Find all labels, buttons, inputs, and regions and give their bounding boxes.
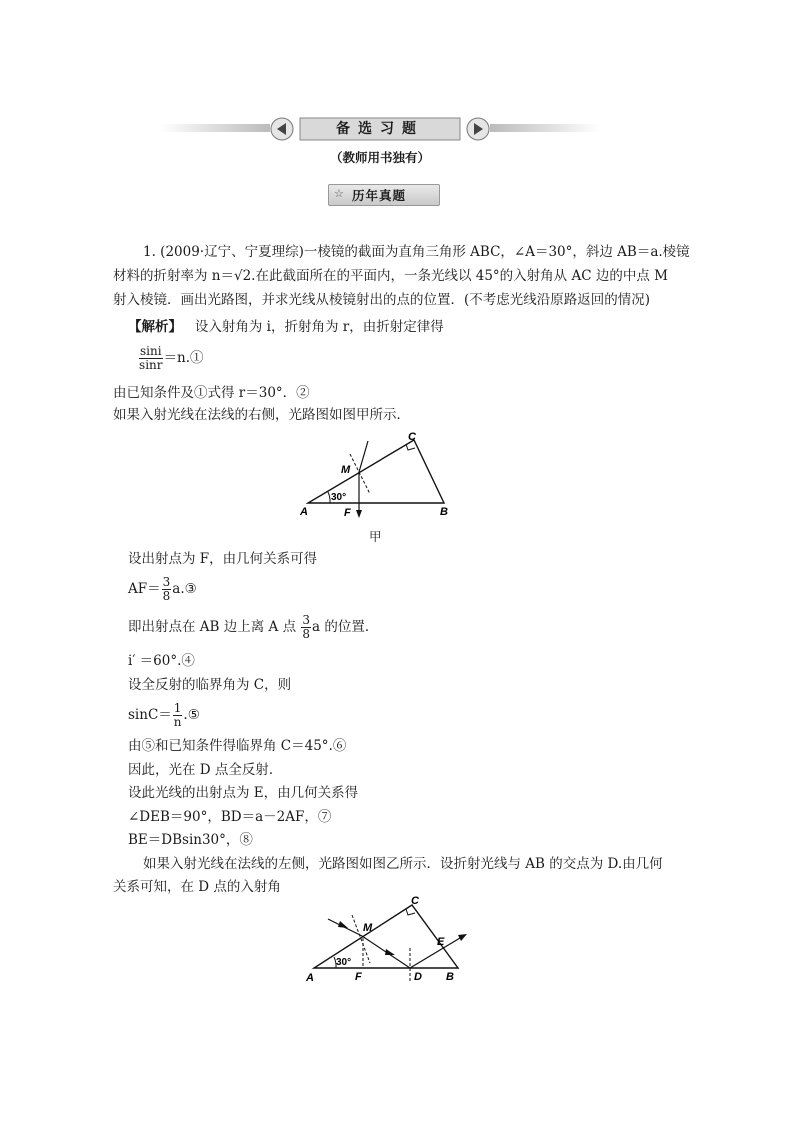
banner-title: 备选习题 bbox=[336, 121, 424, 137]
line-7: ∠DEB＝90°，BD＝a－2AF，⑦ bbox=[128, 809, 332, 825]
solution-intro: 设入射角为 i，折射角为 r，由折射定律得 bbox=[194, 319, 444, 335]
problem-line-2: 材料的折射率为 n＝√2.在此截面所在的平面内，一条光线以 45°的入射角从 AC 边的中点 M bbox=[113, 268, 668, 284]
figure-yi bbox=[300, 893, 480, 988]
star-icon: ☆ bbox=[334, 187, 344, 200]
line-F: 设出射点为 F，由几何关系可得 bbox=[128, 551, 318, 567]
line-D: 因此，光在 D 点全反射． bbox=[128, 762, 283, 778]
fig1-label-M: M bbox=[341, 464, 351, 476]
prev-arrow-icon bbox=[271, 118, 293, 140]
fig1-angle-label: 30° bbox=[331, 492, 347, 503]
line-C: 设全反射的临界角为 C，则 bbox=[128, 677, 292, 693]
fig2-label-A: A bbox=[306, 972, 314, 984]
line-E: 设此光线的出射点为 E，由几何关系得 bbox=[128, 785, 359, 801]
problem-line-3: 射入棱镜．画出光路图，并求光线从棱镜射出的点的位置．(不考虑光线沿原路返回的情况) bbox=[113, 292, 651, 308]
fig1-label-C: C bbox=[408, 431, 416, 443]
fig2-label-M: M bbox=[363, 922, 373, 934]
fig2-label-D: D bbox=[414, 971, 422, 983]
line-6: 由⑤和已知条件得临界角 C＝45°.⑥ bbox=[128, 738, 347, 754]
banner-subtitle: （教师用书独有） bbox=[329, 150, 430, 165]
equation-1: $\frac{\sin i}{\sin r}$ ＝n.① bbox=[139, 344, 204, 372]
fig2-angle-label: 30° bbox=[336, 957, 352, 968]
next-arrow-icon bbox=[467, 118, 489, 140]
fig2-label-F: F bbox=[355, 971, 362, 983]
fig1-label-B: B bbox=[440, 506, 448, 518]
fig1-label-F: F bbox=[344, 507, 351, 519]
line-r: 由已知条件及①式得 r＝30°．② bbox=[113, 385, 310, 401]
fraction-3-8: $\frac{3}{8}$ bbox=[162, 575, 171, 603]
fraction-sini-sinr: $\frac{\sin i}{\sin r}$ bbox=[139, 344, 163, 372]
line-i-prime: i′ ＝60°.④ bbox=[128, 653, 195, 669]
section-tag-label: 历年真题 bbox=[352, 188, 407, 203]
fraction-3-8-b: $\frac{3}{8}$ bbox=[302, 613, 311, 641]
equation-3: AF＝ $\frac{3}{8}$ a.③ bbox=[128, 575, 197, 603]
line-8: BE＝DBsin30°，⑧ bbox=[128, 832, 253, 848]
problem-line-1: 1. (2009·辽宁、宁夏理综)一棱镜的截面为直角三角形 ABC，∠A＝30°，斜边 AB＝a.棱镜 bbox=[143, 244, 690, 260]
line-right-side: 如果入射光线在法线的右侧，光路图如图甲所示． bbox=[113, 407, 410, 423]
fig2-label-C: C bbox=[411, 895, 419, 907]
fig2-label-B: B bbox=[446, 971, 454, 983]
fraction-1-n: $\frac{1}{n}$ bbox=[173, 701, 182, 729]
equation-5: sinC＝ $\frac{1}{n}$ .⑤ bbox=[128, 701, 200, 729]
fig2-label-E: E bbox=[437, 936, 445, 948]
solution-intro-line bbox=[128, 318, 444, 336]
line-left-2: 关系可知，在 D 点的入射角 bbox=[113, 879, 281, 895]
figure-jia-caption: 甲 bbox=[369, 529, 382, 544]
line-left-1: 如果入射光线在法线的左侧，光路图如图乙所示．设折射光线与 AB 的交点为 D.由几何 bbox=[143, 856, 663, 872]
line-position: 即出射点在 AB 边上离 A 点 $\frac{3}{8}$ a 的位置． bbox=[128, 613, 379, 641]
figure-jia bbox=[296, 428, 466, 528]
fig1-label-A: A bbox=[300, 506, 308, 518]
solution-label: 【解析】 bbox=[128, 319, 182, 335]
